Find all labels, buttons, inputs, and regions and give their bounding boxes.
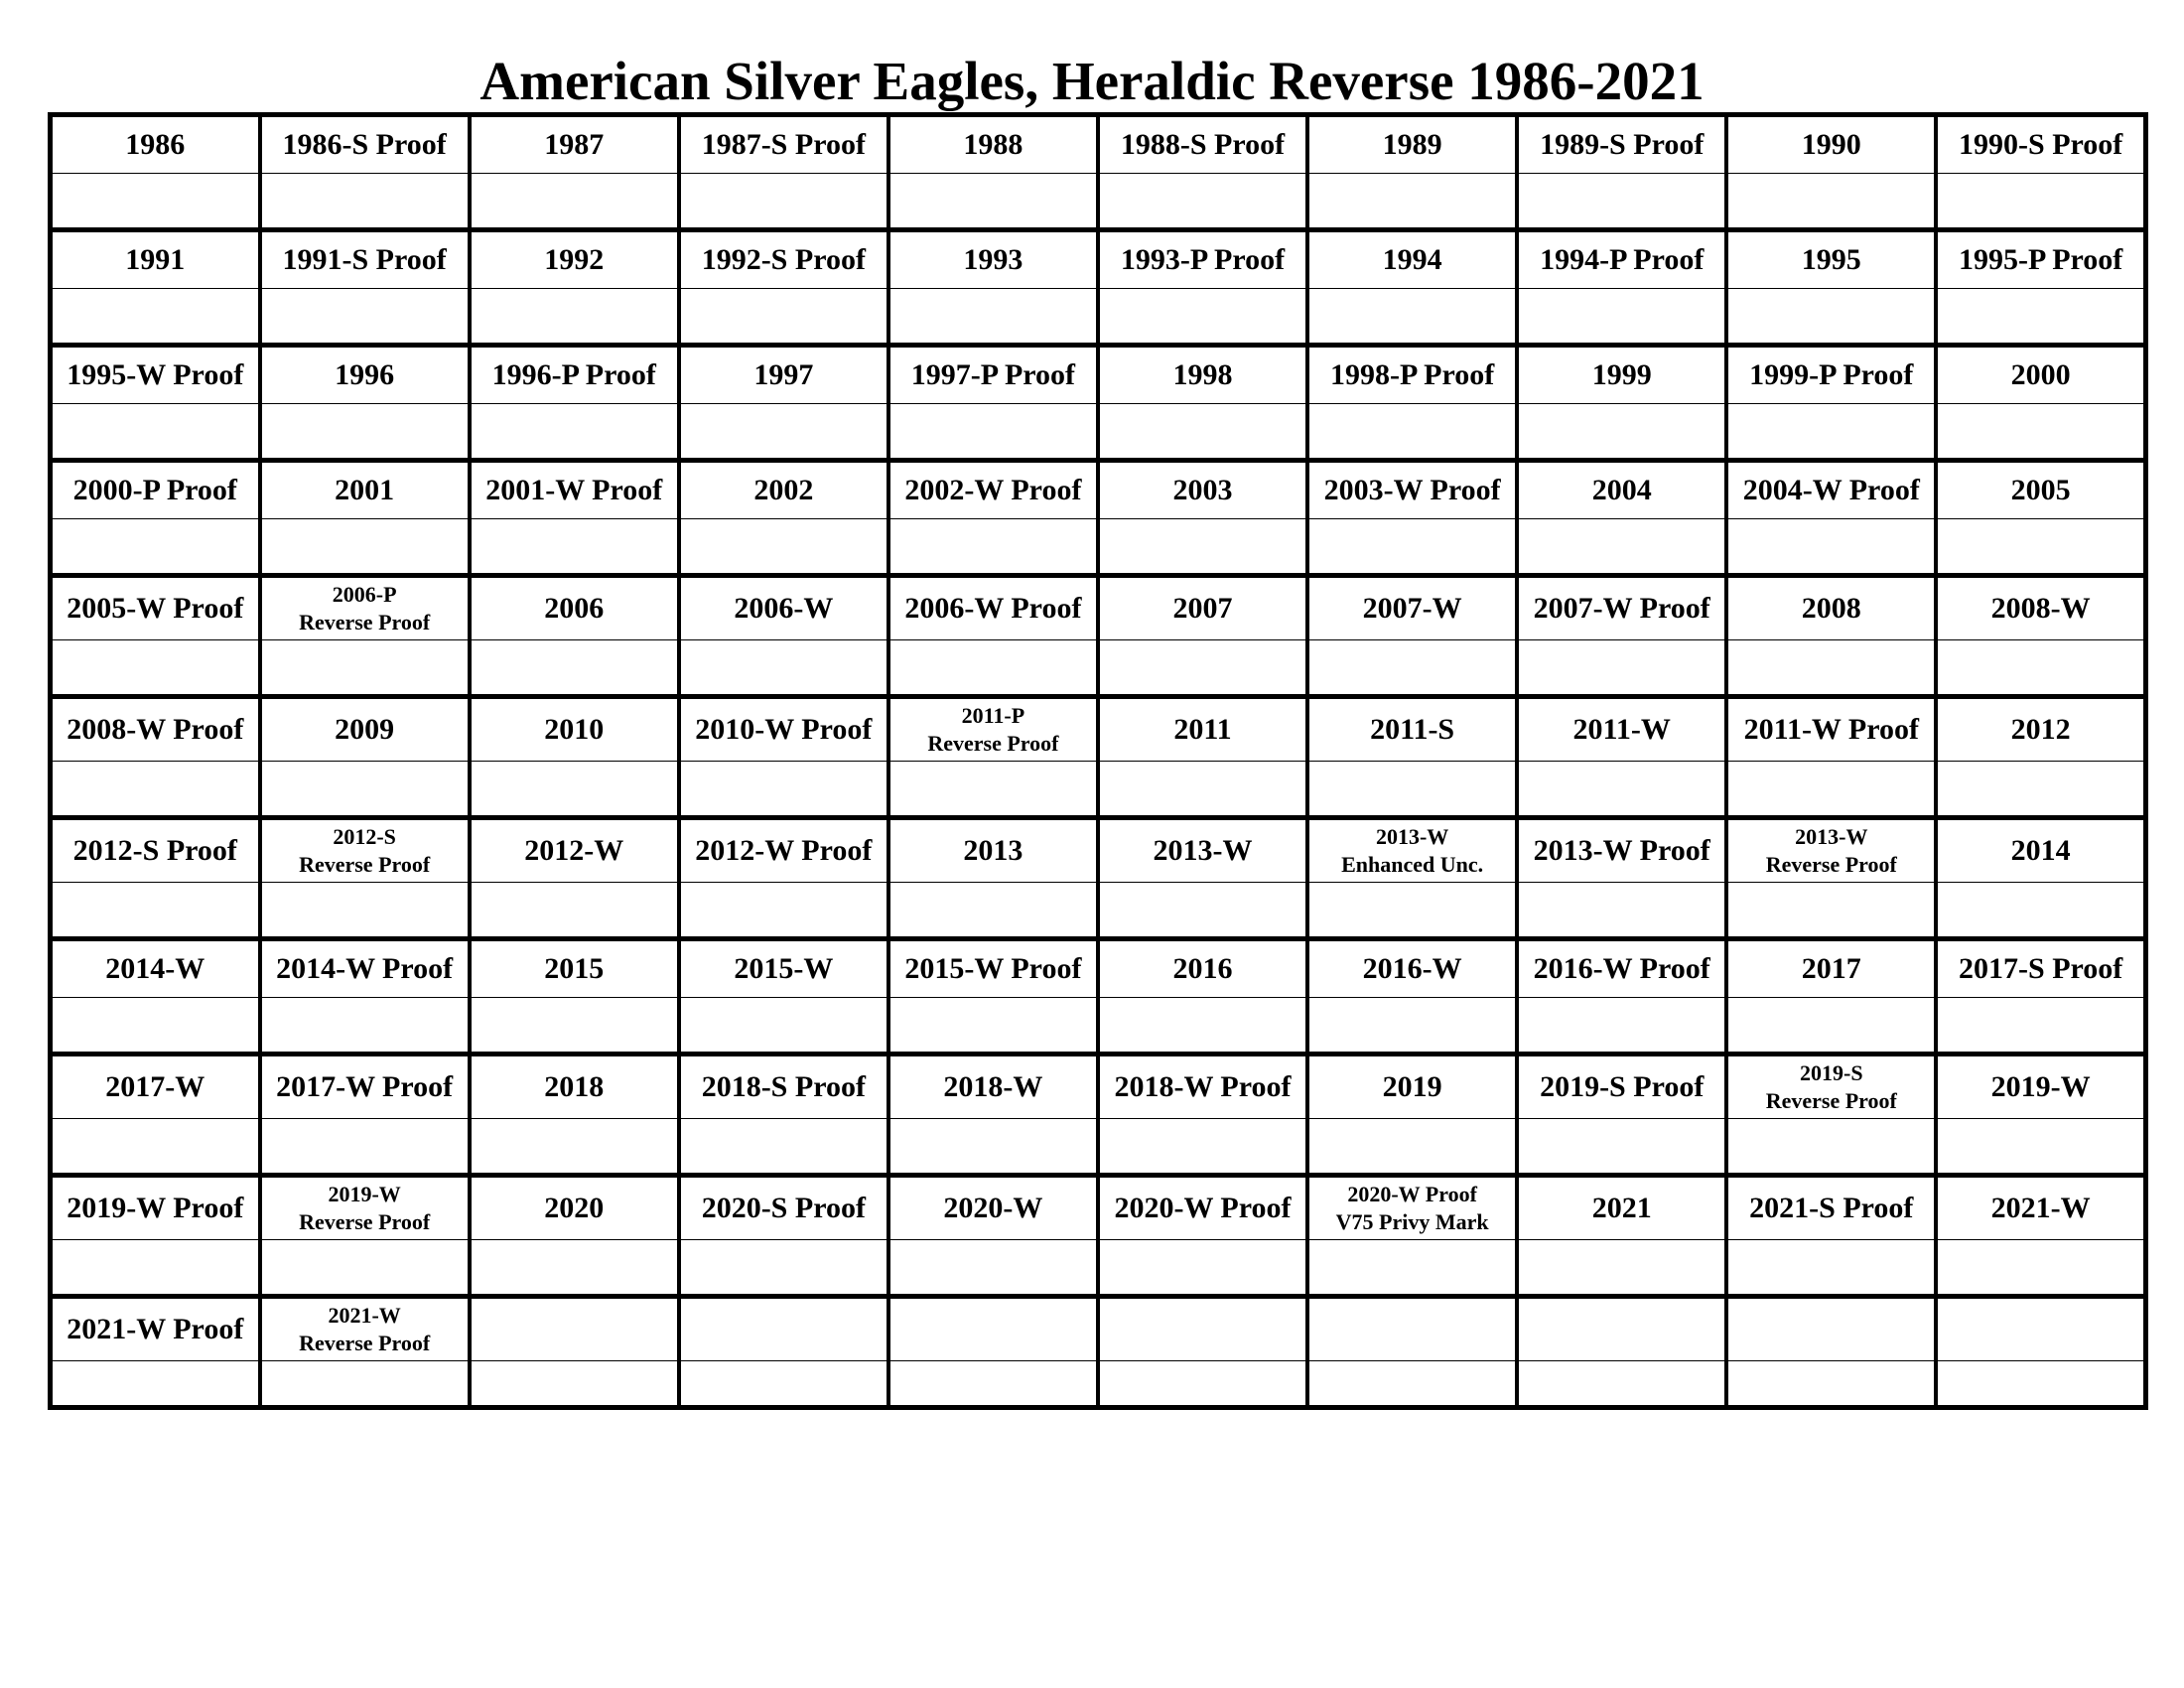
coin-entry-row bbox=[51, 289, 2146, 346]
coin-label-cell bbox=[1726, 1297, 1936, 1361]
coin-entry-cell[interactable] bbox=[888, 519, 1098, 576]
coin-entry-row bbox=[51, 998, 2146, 1055]
coin-label-cell: 2007-W Proof bbox=[1517, 576, 1726, 640]
coin-label-cell: 2021-W bbox=[1936, 1176, 2145, 1240]
coin-entry-cell[interactable] bbox=[470, 1240, 679, 1297]
coin-entry-cell[interactable] bbox=[1098, 1119, 1307, 1176]
coin-entry-cell[interactable] bbox=[470, 404, 679, 461]
coin-checklist-table bbox=[48, 112, 2148, 1410]
coin-entry-cell[interactable] bbox=[470, 174, 679, 230]
coin-entry-row bbox=[51, 404, 2146, 461]
coin-entry-cell[interactable] bbox=[1098, 1240, 1307, 1297]
coin-label-cell: 2016-W bbox=[1307, 939, 1517, 998]
coin-label-cell: 2012-S Proof bbox=[51, 818, 260, 883]
coin-label-cell: 1999-P Proof bbox=[1726, 346, 1936, 404]
coin-label-cell: 2019-W bbox=[1936, 1055, 2145, 1119]
coin-label-cell: 2017 bbox=[1726, 939, 1936, 998]
coin-entry-cell[interactable] bbox=[679, 640, 888, 697]
coin-entry-cell[interactable] bbox=[1726, 1361, 1936, 1408]
coin-label-row bbox=[51, 461, 2146, 519]
coin-label-cell: 1992-S Proof bbox=[679, 230, 888, 289]
coin-entry-cell[interactable] bbox=[1936, 1119, 2145, 1176]
coin-entry-cell[interactable] bbox=[1936, 998, 2145, 1055]
coin-label-cell: 2018-W Proof bbox=[1098, 1055, 1307, 1119]
coin-label-cell: 2010-W Proof bbox=[679, 697, 888, 762]
coin-entry-cell[interactable] bbox=[51, 1119, 260, 1176]
coin-label-cell: 2021-S Proof bbox=[1726, 1176, 1936, 1240]
coin-label-cell bbox=[1098, 1297, 1307, 1361]
coin-label-line: Reverse Proof bbox=[1765, 1088, 1897, 1113]
coin-entry-row bbox=[51, 1240, 2146, 1297]
coin-label-row bbox=[51, 576, 2146, 640]
coin-label-cell: 2016-W Proof bbox=[1517, 939, 1726, 998]
coin-label-cell: 1997 bbox=[679, 346, 888, 404]
coin-label-line: Enhanced Unc. bbox=[1341, 852, 1484, 877]
coin-label-cell: 2015-W Proof bbox=[888, 939, 1098, 998]
coin-label-cell: 2021-W Proof bbox=[51, 1297, 260, 1361]
coin-entry-cell[interactable] bbox=[679, 1361, 888, 1408]
coin-label-cell: 2019-S Proof bbox=[1517, 1055, 1726, 1119]
coin-entry-cell[interactable] bbox=[51, 998, 260, 1055]
coin-entry-cell[interactable] bbox=[260, 289, 470, 346]
coin-entry-cell[interactable] bbox=[1307, 404, 1517, 461]
coin-label-cell: 2017-S Proof bbox=[1936, 939, 2145, 998]
coin-entry-cell[interactable] bbox=[260, 640, 470, 697]
coin-entry-cell[interactable] bbox=[51, 404, 260, 461]
coin-label-row bbox=[51, 346, 2146, 404]
coin-label-cell: 2008 bbox=[1726, 576, 1936, 640]
coin-entry-cell[interactable] bbox=[1098, 883, 1307, 939]
coin-label-cell: 2013 bbox=[888, 818, 1098, 883]
coin-label-cell: 2014-W bbox=[51, 939, 260, 998]
coin-entry-cell[interactable] bbox=[1517, 883, 1726, 939]
coin-label-cell bbox=[888, 697, 1098, 762]
coin-label-cell: 2003 bbox=[1098, 461, 1307, 519]
coin-label-cell: 2011 bbox=[1098, 697, 1307, 762]
coin-label-cell bbox=[1307, 1176, 1517, 1240]
coin-entry-row bbox=[51, 174, 2146, 230]
coin-label-cell: 2004-W Proof bbox=[1726, 461, 1936, 519]
coin-entry-cell[interactable] bbox=[470, 883, 679, 939]
coin-label-row bbox=[51, 1176, 2146, 1240]
coin-label-cell: 2012 bbox=[1936, 697, 2145, 762]
coin-entry-cell[interactable] bbox=[1307, 998, 1517, 1055]
coin-entry-cell[interactable] bbox=[1517, 404, 1726, 461]
coin-label-cell: 2020-W bbox=[888, 1176, 1098, 1240]
coin-entry-cell[interactable] bbox=[679, 1240, 888, 1297]
coin-label-cell: 1996-P Proof bbox=[470, 346, 679, 404]
coin-label-line: 2013-W bbox=[1795, 824, 1868, 849]
coin-entry-cell[interactable] bbox=[51, 640, 260, 697]
coin-label-cell: 1995-P Proof bbox=[1936, 230, 2145, 289]
coin-entry-cell[interactable] bbox=[888, 289, 1098, 346]
coin-label-cell: 1986-S Proof bbox=[260, 115, 470, 174]
coin-entry-cell[interactable] bbox=[1726, 762, 1936, 818]
coin-entry-cell[interactable] bbox=[1726, 519, 1936, 576]
coin-entry-cell[interactable] bbox=[470, 762, 679, 818]
page-title: American Silver Eagles, Heraldic Reverse 1986-2021 bbox=[479, 51, 1705, 111]
coin-label-cell: 2013-W Proof bbox=[1517, 818, 1726, 883]
coin-label-cell: 2008-W bbox=[1936, 576, 2145, 640]
coin-label-cell: 2006 bbox=[470, 576, 679, 640]
coin-label-cell: 1994 bbox=[1307, 230, 1517, 289]
coin-label-cell: 1998 bbox=[1098, 346, 1307, 404]
coin-label-row bbox=[51, 818, 2146, 883]
coin-entry-cell[interactable] bbox=[888, 883, 1098, 939]
coin-label-cell: 2002 bbox=[679, 461, 888, 519]
coin-label-cell: 2001-W Proof bbox=[470, 461, 679, 519]
coin-label-line: 2011-P bbox=[961, 703, 1025, 728]
coin-label-row bbox=[51, 115, 2146, 174]
coin-label-cell bbox=[260, 1297, 470, 1361]
coin-label-cell: 2016 bbox=[1098, 939, 1307, 998]
coin-entry-cell[interactable] bbox=[888, 404, 1098, 461]
coin-entry-cell[interactable] bbox=[1517, 640, 1726, 697]
coin-label-cell: 1989-S Proof bbox=[1517, 115, 1726, 174]
coin-label-cell: 2018 bbox=[470, 1055, 679, 1119]
coin-label-line: Reverse Proof bbox=[299, 610, 431, 634]
coin-entry-cell[interactable] bbox=[1726, 174, 1936, 230]
coin-entry-cell[interactable] bbox=[1517, 519, 1726, 576]
coin-entry-cell[interactable] bbox=[51, 1240, 260, 1297]
coin-entry-cell[interactable] bbox=[888, 174, 1098, 230]
coin-label-line: 2006-P bbox=[332, 582, 397, 607]
coin-label-cell: 2012-W bbox=[470, 818, 679, 883]
coin-entry-cell[interactable] bbox=[1517, 998, 1726, 1055]
coin-entry-cell[interactable] bbox=[1517, 174, 1726, 230]
coin-entry-cell[interactable] bbox=[470, 1361, 679, 1408]
coin-label-cell: 2011-S bbox=[1307, 697, 1517, 762]
coin-label-cell: 1999 bbox=[1517, 346, 1726, 404]
coin-entry-row bbox=[51, 1119, 2146, 1176]
coin-label-cell: 2000-P Proof bbox=[51, 461, 260, 519]
coin-entry-cell[interactable] bbox=[1726, 404, 1936, 461]
coin-label-cell: 2018-S Proof bbox=[679, 1055, 888, 1119]
coin-entry-cell[interactable] bbox=[1936, 289, 2145, 346]
coin-entry-cell[interactable] bbox=[260, 1361, 470, 1408]
coin-label-cell: 2005 bbox=[1936, 461, 2145, 519]
coin-label-line: 2021-W bbox=[328, 1303, 401, 1328]
coin-entry-cell[interactable] bbox=[1098, 640, 1307, 697]
coin-label-line: 2019-S bbox=[1800, 1060, 1863, 1085]
coin-entry-cell[interactable] bbox=[1936, 1240, 2145, 1297]
coin-entry-cell[interactable] bbox=[1307, 883, 1517, 939]
coin-label-row bbox=[51, 1055, 2146, 1119]
coin-label-cell: 2020-S Proof bbox=[679, 1176, 888, 1240]
coin-label-cell: 2015-W bbox=[679, 939, 888, 998]
coin-entry-cell[interactable] bbox=[1098, 762, 1307, 818]
coin-label-cell: 2012-W Proof bbox=[679, 818, 888, 883]
coin-label-cell: 1996 bbox=[260, 346, 470, 404]
coin-entry-cell[interactable] bbox=[470, 640, 679, 697]
coin-label-cell: 1995 bbox=[1726, 230, 1936, 289]
coin-entry-cell[interactable] bbox=[470, 519, 679, 576]
coin-entry-cell[interactable] bbox=[888, 640, 1098, 697]
coin-label-cell: 2018-W bbox=[888, 1055, 1098, 1119]
coin-entry-cell[interactable] bbox=[1517, 1240, 1726, 1297]
coin-entry-cell[interactable] bbox=[679, 1119, 888, 1176]
coin-entry-cell[interactable] bbox=[260, 404, 470, 461]
coin-label-row bbox=[51, 697, 2146, 762]
coin-label-cell bbox=[260, 1176, 470, 1240]
coin-label-line: Reverse Proof bbox=[1765, 852, 1897, 877]
coin-entry-cell[interactable] bbox=[888, 1119, 1098, 1176]
coin-label-cell: 2020-W Proof bbox=[1098, 1176, 1307, 1240]
coin-label-cell: 2021 bbox=[1517, 1176, 1726, 1240]
coin-label-cell bbox=[1307, 1297, 1517, 1361]
coin-entry-cell[interactable] bbox=[679, 404, 888, 461]
coin-label-row bbox=[51, 230, 2146, 289]
coin-label-line: Reverse Proof bbox=[299, 1209, 431, 1234]
coin-entry-row bbox=[51, 640, 2146, 697]
coin-entry-cell[interactable] bbox=[260, 1119, 470, 1176]
coin-label-cell bbox=[1726, 1055, 1936, 1119]
coin-entry-row bbox=[51, 519, 2146, 576]
coin-label-cell: 1990 bbox=[1726, 115, 1936, 174]
coin-label-line: 2013-W bbox=[1375, 824, 1449, 849]
coin-label-cell: 1988 bbox=[888, 115, 1098, 174]
coin-entry-cell[interactable] bbox=[260, 519, 470, 576]
coin-entry-cell[interactable] bbox=[1098, 404, 1307, 461]
coin-label-line: Reverse Proof bbox=[927, 731, 1059, 756]
coin-entry-cell[interactable] bbox=[1726, 1119, 1936, 1176]
coin-entry-cell[interactable] bbox=[51, 762, 260, 818]
coin-label-cell: 2006-W bbox=[679, 576, 888, 640]
coin-label-cell bbox=[1936, 1297, 2145, 1361]
coin-entry-cell[interactable] bbox=[679, 174, 888, 230]
coin-label-cell: 2014-W Proof bbox=[260, 939, 470, 998]
coin-entry-cell[interactable] bbox=[51, 1361, 260, 1408]
coin-label-cell bbox=[679, 1297, 888, 1361]
coin-entry-cell[interactable] bbox=[51, 174, 260, 230]
coin-entry-cell[interactable] bbox=[51, 883, 260, 939]
coin-label-cell: 1992 bbox=[470, 230, 679, 289]
coin-entry-cell[interactable] bbox=[1936, 640, 2145, 697]
coin-label-cell: 2009 bbox=[260, 697, 470, 762]
coin-label-cell: 2011-W Proof bbox=[1726, 697, 1936, 762]
coin-entry-cell[interactable] bbox=[51, 519, 260, 576]
coin-entry-cell[interactable] bbox=[1936, 1361, 2145, 1408]
coin-label-cell bbox=[260, 576, 470, 640]
coin-label-cell: 2007-W bbox=[1307, 576, 1517, 640]
coin-entry-cell[interactable] bbox=[1726, 1240, 1936, 1297]
coin-entry-cell[interactable] bbox=[679, 762, 888, 818]
coin-entry-cell[interactable] bbox=[1098, 174, 1307, 230]
coin-label-cell: 1997-P Proof bbox=[888, 346, 1098, 404]
coin-label-cell: 2015 bbox=[470, 939, 679, 998]
coin-label-cell: 2017-W bbox=[51, 1055, 260, 1119]
coin-label-cell: 2002-W Proof bbox=[888, 461, 1098, 519]
coin-entry-cell[interactable] bbox=[1098, 1361, 1307, 1408]
coin-entry-cell[interactable] bbox=[1936, 519, 2145, 576]
coin-label-cell bbox=[888, 1297, 1098, 1361]
coin-entry-cell[interactable] bbox=[1936, 174, 2145, 230]
coin-entry-cell[interactable] bbox=[888, 998, 1098, 1055]
coin-entry-cell[interactable] bbox=[1936, 762, 2145, 818]
coin-label-cell: 2010 bbox=[470, 697, 679, 762]
coin-label-cell: 1991-S Proof bbox=[260, 230, 470, 289]
coin-label-cell: 2013-W bbox=[1098, 818, 1307, 883]
coin-label-cell bbox=[260, 818, 470, 883]
coin-entry-cell[interactable] bbox=[1307, 1119, 1517, 1176]
coin-entry-cell[interactable] bbox=[1517, 1119, 1726, 1176]
coin-entry-cell[interactable] bbox=[679, 883, 888, 939]
coin-label-cell: 1998-P Proof bbox=[1307, 346, 1517, 404]
coin-entry-cell[interactable] bbox=[1098, 998, 1307, 1055]
coin-label-line: 2020-W Proof bbox=[1347, 1182, 1477, 1206]
coin-label-cell: 2007 bbox=[1098, 576, 1307, 640]
coin-entry-cell[interactable] bbox=[1517, 1361, 1726, 1408]
coin-label-cell: 2001 bbox=[260, 461, 470, 519]
coin-label-cell bbox=[1726, 818, 1936, 883]
coin-entry-cell[interactable] bbox=[470, 289, 679, 346]
coin-entry-cell[interactable] bbox=[1307, 1240, 1517, 1297]
coin-label-row bbox=[51, 1297, 2146, 1361]
coin-entry-cell[interactable] bbox=[1726, 289, 1936, 346]
coin-label-cell: 1993 bbox=[888, 230, 1098, 289]
coin-entry-cell[interactable] bbox=[260, 883, 470, 939]
checklist-body bbox=[51, 115, 2146, 1408]
coin-label-cell: 2014 bbox=[1936, 818, 2145, 883]
coin-entry-cell[interactable] bbox=[51, 289, 260, 346]
coin-label-cell bbox=[470, 1297, 679, 1361]
coin-label-line: Reverse Proof bbox=[299, 852, 431, 877]
coin-label-line: V75 Privy Mark bbox=[1335, 1209, 1489, 1234]
coin-label-cell: 1987-S Proof bbox=[679, 115, 888, 174]
coin-label-cell: 2005-W Proof bbox=[51, 576, 260, 640]
coin-entry-cell[interactable] bbox=[1936, 404, 2145, 461]
coin-label-line: Reverse Proof bbox=[299, 1331, 431, 1355]
coin-entry-cell[interactable] bbox=[1098, 519, 1307, 576]
coin-label-cell: 1994-P Proof bbox=[1517, 230, 1726, 289]
coin-label-cell: 2017-W Proof bbox=[260, 1055, 470, 1119]
coin-entry-cell[interactable] bbox=[888, 1240, 1098, 1297]
coin-entry-cell[interactable] bbox=[1726, 640, 1936, 697]
coin-entry-cell[interactable] bbox=[888, 762, 1098, 818]
coin-entry-cell[interactable] bbox=[679, 998, 888, 1055]
coin-entry-cell[interactable] bbox=[470, 1119, 679, 1176]
coin-label-cell: 2020 bbox=[470, 1176, 679, 1240]
coin-label-cell: 2003-W Proof bbox=[1307, 461, 1517, 519]
coin-label-cell: 1993-P Proof bbox=[1098, 230, 1307, 289]
coin-label-cell: 1990-S Proof bbox=[1936, 115, 2145, 174]
coin-label-cell: 1987 bbox=[470, 115, 679, 174]
coin-entry-cell[interactable] bbox=[888, 1361, 1098, 1408]
coin-label-cell: 2019-W Proof bbox=[51, 1176, 260, 1240]
coin-entry-cell[interactable] bbox=[1517, 762, 1726, 818]
coin-label-cell: 1986 bbox=[51, 115, 260, 174]
coin-entry-cell[interactable] bbox=[260, 174, 470, 230]
coin-label-cell: 1991 bbox=[51, 230, 260, 289]
coin-label-row bbox=[51, 939, 2146, 998]
coin-entry-cell[interactable] bbox=[1098, 289, 1307, 346]
coin-label-cell bbox=[1307, 818, 1517, 883]
coin-entry-cell[interactable] bbox=[679, 289, 888, 346]
coin-label-cell: 1995-W Proof bbox=[51, 346, 260, 404]
coin-entry-cell[interactable] bbox=[679, 519, 888, 576]
coin-label-cell: 2006-W Proof bbox=[888, 576, 1098, 640]
coin-entry-row bbox=[51, 762, 2146, 818]
coin-entry-row bbox=[51, 1361, 2146, 1408]
coin-entry-cell[interactable] bbox=[470, 998, 679, 1055]
coin-entry-cell[interactable] bbox=[1307, 174, 1517, 230]
coin-label-cell: 2011-W bbox=[1517, 697, 1726, 762]
coin-label-cell: 1988-S Proof bbox=[1098, 115, 1307, 174]
coin-entry-cell[interactable] bbox=[260, 998, 470, 1055]
coin-entry-cell[interactable] bbox=[1307, 640, 1517, 697]
coin-entry-cell[interactable] bbox=[260, 762, 470, 818]
coin-entry-cell[interactable] bbox=[1517, 289, 1726, 346]
coin-entry-cell[interactable] bbox=[1726, 998, 1936, 1055]
coin-entry-row bbox=[51, 883, 2146, 939]
coin-label-cell: 1989 bbox=[1307, 115, 1517, 174]
coin-entry-cell[interactable] bbox=[1936, 883, 2145, 939]
coin-entry-cell[interactable] bbox=[1307, 1361, 1517, 1408]
coin-entry-cell[interactable] bbox=[260, 1240, 470, 1297]
coin-label-cell: 2008-W Proof bbox=[51, 697, 260, 762]
coin-label-cell: 2004 bbox=[1517, 461, 1726, 519]
coin-label-line: 2012-S bbox=[333, 824, 396, 849]
coin-entry-cell[interactable] bbox=[1307, 762, 1517, 818]
coin-label-line: 2019-W bbox=[328, 1182, 401, 1206]
coin-label-cell: 2019 bbox=[1307, 1055, 1517, 1119]
coin-label-cell bbox=[1517, 1297, 1726, 1361]
coin-entry-cell[interactable] bbox=[1307, 289, 1517, 346]
coin-entry-cell[interactable] bbox=[1726, 883, 1936, 939]
coin-label-cell: 2000 bbox=[1936, 346, 2145, 404]
coin-entry-cell[interactable] bbox=[1307, 519, 1517, 576]
